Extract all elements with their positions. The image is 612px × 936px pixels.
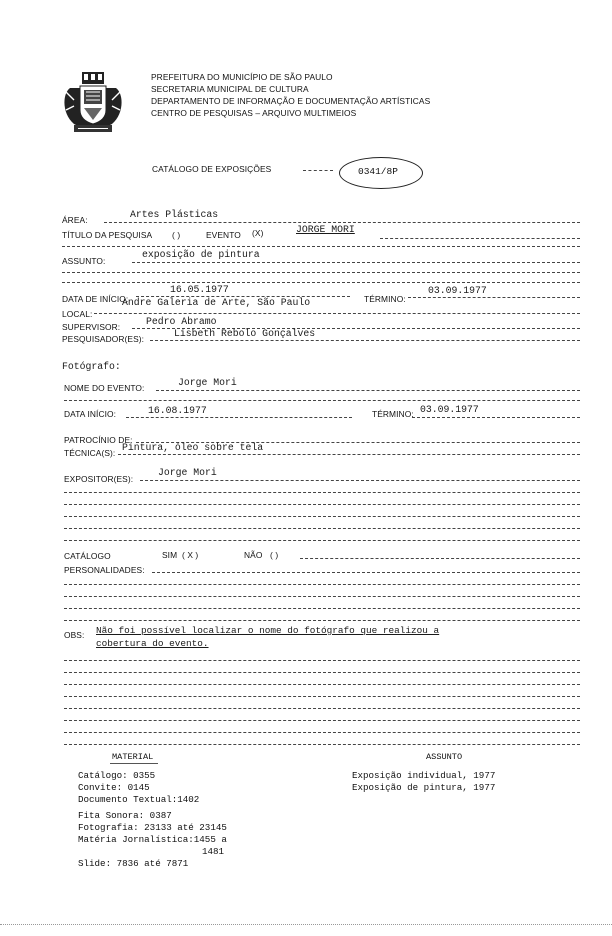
- material-item-5: Fotografia: 23133 até 23145: [78, 822, 227, 833]
- sim-label: SIM: [162, 550, 178, 560]
- termino-label: TÉRMINO:: [364, 294, 406, 304]
- catalog-title: CATÁLOGO DE EXPOSIÇÕES: [152, 164, 272, 174]
- pesquisador-label: PESQUISADOR(ES):: [62, 334, 145, 344]
- pesquisador-value: Lisbeth Rebolo Gonçalves: [174, 328, 316, 339]
- material-item-8: Slide: 7836 até 7871: [78, 858, 189, 869]
- local-rule: [94, 313, 580, 314]
- pesquisa-checkbox[interactable]: ( ): [172, 230, 181, 240]
- blank-rule-6: [64, 504, 580, 505]
- blank-rule-8: [64, 528, 580, 529]
- titulo-label: TÍTULO DA PESQUISA: [62, 230, 153, 240]
- blank-rule-9: [64, 540, 580, 541]
- catalog-number: 0341/8P: [358, 166, 398, 177]
- local-value: Andre Galeria de Arte, São Paulo: [122, 297, 311, 308]
- supervisor-label: SUPERVISOR:: [62, 322, 121, 332]
- nome-evento-rule: [156, 390, 580, 391]
- tecnica-rule: [118, 454, 580, 455]
- blank-rule-3: [62, 282, 580, 283]
- fotografo-heading: Fotógrafo:: [62, 361, 121, 372]
- blank-rule-7: [64, 516, 580, 517]
- blank-rule-5: [64, 492, 580, 493]
- blank-rule-2: [62, 272, 580, 273]
- sim-checkbox[interactable]: ( X ): [182, 550, 199, 560]
- termino2-rule: [412, 417, 580, 418]
- assunto-value: exposição de pintura: [142, 249, 260, 260]
- obs-rule-3: [64, 684, 580, 685]
- catalogo-rule: [300, 558, 580, 559]
- termino-value: 03.09.1977: [428, 285, 487, 296]
- obs-line-1: Não foi possível localizar o nome do fotógrafo que realizou a: [96, 625, 440, 636]
- obs-rule-4: [64, 696, 580, 697]
- material-heading-rule: [110, 763, 158, 764]
- obs-line-2: cobertura do evento.: [96, 638, 209, 649]
- expositor-value: Jorge Mori: [158, 467, 217, 478]
- obs-rule-8: [64, 744, 580, 745]
- nome-evento-label: NOME DO EVENTO:: [64, 383, 145, 393]
- area-label: ÁREA:: [62, 215, 88, 225]
- blank-rule-1: [62, 246, 580, 247]
- material-item-7: 1481: [202, 846, 225, 857]
- data-inicio2-value: 16.08.1977: [148, 405, 207, 416]
- blank-rule-13: [64, 620, 580, 621]
- area-value: Artes Plásticas: [130, 209, 219, 220]
- blank-rule-12: [64, 608, 580, 609]
- termino-rule: [408, 297, 580, 298]
- termino2-label: TÉRMINO:: [372, 409, 414, 419]
- material-heading: MATERIAL: [112, 752, 154, 762]
- data-inicio-value: 16.05.1977: [170, 284, 229, 295]
- org-line-4: CENTRO DE PESQUISAS – ARQUIVO MULTIMEIOS: [151, 108, 357, 118]
- termino2-value: 03.09.1977: [420, 404, 479, 415]
- blank-rule-10: [64, 584, 580, 585]
- material-item-6: Matéria Jornalística:1455 a: [78, 834, 227, 845]
- evento-label: EVENTO: [206, 230, 241, 240]
- data-inicio2-rule: [126, 417, 352, 418]
- titulo-rule: [380, 238, 580, 239]
- nao-label: NÃO: [244, 550, 263, 560]
- obs-label: OBS:: [64, 630, 85, 640]
- assunto-rule: [132, 262, 580, 263]
- obs-rule-5: [64, 708, 580, 709]
- data-inicio2-label: DATA INÍCIO:: [64, 409, 117, 419]
- coat-of-arms-logo: [60, 70, 126, 134]
- tecnica-label: TÉCNICA(S):: [64, 448, 116, 458]
- assunto-heading: ASSUNTO: [426, 752, 463, 762]
- assunto-label: ASSUNTO:: [62, 256, 106, 266]
- scan-edge-line: [0, 924, 612, 925]
- pesquisador-rule: [150, 340, 580, 341]
- obs-rule-2: [64, 672, 580, 673]
- patrocinio-label: PATROCÍNIO DE:: [64, 435, 133, 445]
- material-item-2: Convite: 0145: [78, 782, 150, 793]
- obs-rule-1: [64, 660, 580, 661]
- evento-checkbox[interactable]: (X): [252, 228, 264, 238]
- personalidades-label: PERSONALIDADES:: [64, 565, 145, 575]
- material-item-4: Fita Sonora: 0387: [78, 810, 172, 821]
- blank-rule-4: [64, 400, 580, 401]
- assunto-item-1: Exposição individual, 1977: [352, 770, 496, 781]
- expositor-rule: [140, 480, 580, 481]
- catalogo-label: CATÁLOGO: [64, 551, 111, 561]
- nao-checkbox[interactable]: ( ): [270, 550, 279, 560]
- supervisor-value: Pedro Abramo: [146, 316, 217, 327]
- org-line-2: SECRETARIA MUNICIPAL DE CULTURA: [151, 84, 309, 94]
- material-item-3: Documento Textual:1402: [78, 794, 200, 805]
- obs-rule-7: [64, 732, 580, 733]
- org-line-1: PREFEITURA DO MUNICÍPIO DE SÃO PAULO: [151, 72, 333, 82]
- expositor-label: EXPOSITOR(ES):: [64, 474, 134, 484]
- blank-rule-11: [64, 596, 580, 597]
- data-inicio-label: DATA DE INÍCIO:: [62, 294, 129, 304]
- tecnica-value: Pintura, óleo sobre tela: [122, 442, 264, 453]
- titulo-evento-value: JORGE MORI: [296, 224, 355, 235]
- nome-evento-value: Jorge Mori: [178, 377, 237, 388]
- catalog-dash: [303, 170, 333, 171]
- personalidades-rule: [152, 572, 580, 573]
- obs-rule-6: [64, 720, 580, 721]
- local-label: LOCAL:: [62, 309, 93, 319]
- org-line-3: DEPARTAMENTO DE INFORMAÇÃO E DOCUMENTAÇÃO ARTÍSTICAS: [151, 96, 431, 106]
- area-rule: [104, 222, 580, 223]
- material-item-1: Catálogo: 0355: [78, 770, 156, 781]
- assunto-item-2: Exposição de pintura, 1977: [352, 782, 496, 793]
